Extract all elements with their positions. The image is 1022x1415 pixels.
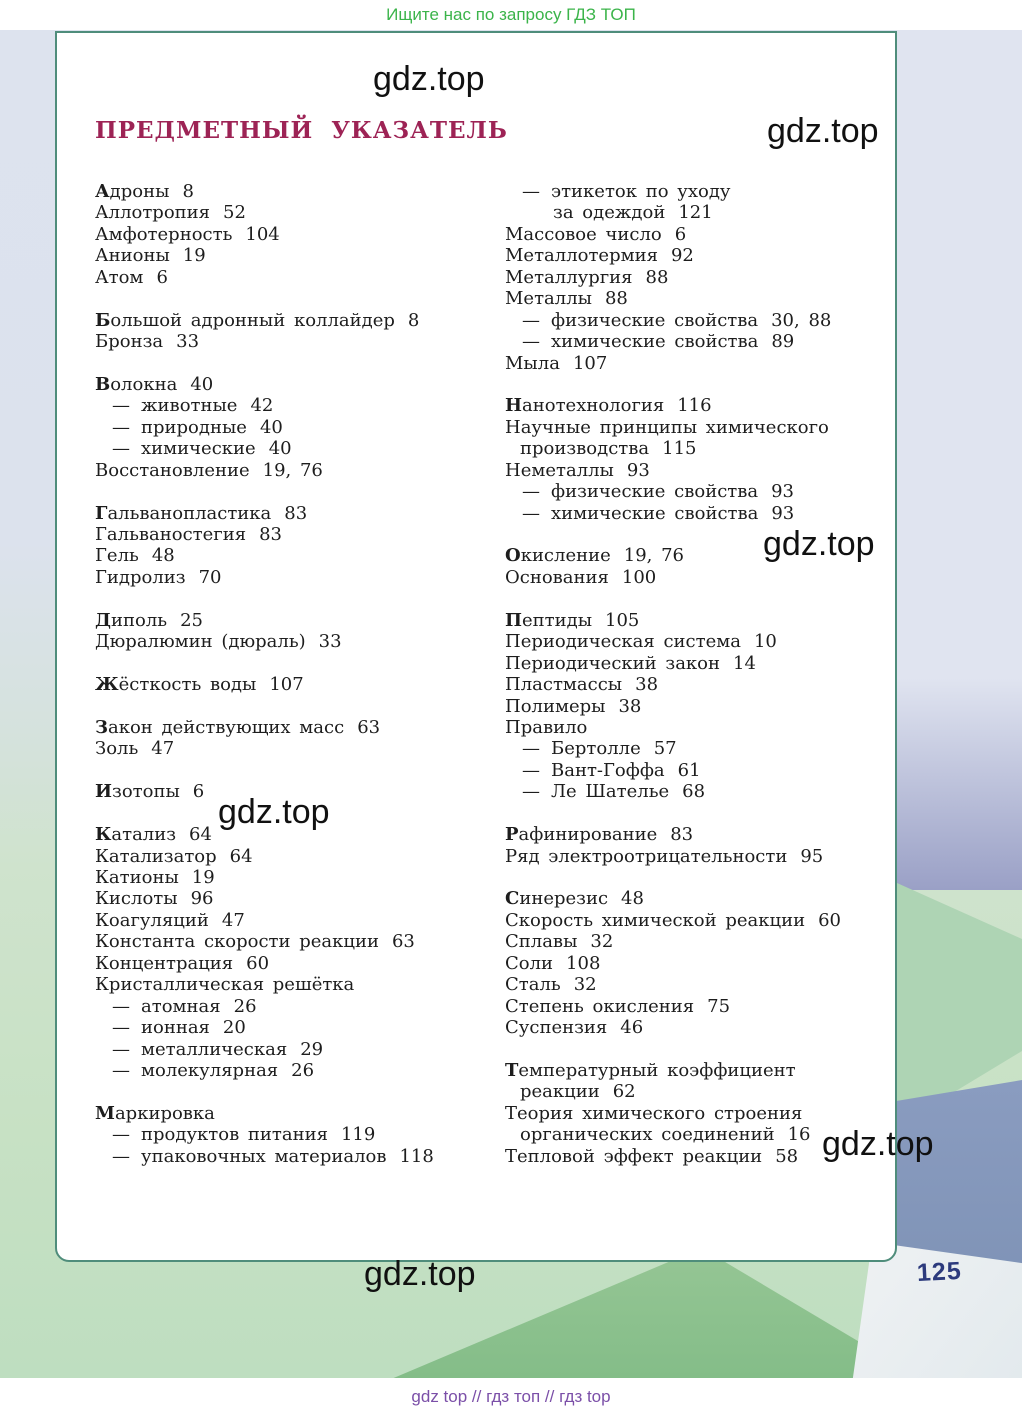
index-entry — [95, 545, 497, 566]
index-entry — [95, 374, 497, 395]
page-ref: 19 — [191, 867, 215, 888]
index-term: Мыла — [505, 352, 560, 374]
page-ref: 6 — [674, 223, 687, 245]
page-ref: 26 — [291, 1059, 315, 1081]
index-entry — [505, 631, 897, 652]
index-term: производства — [520, 438, 650, 460]
site-banner: Ищите нас по запросу ГДЗ ТОП — [0, 0, 1022, 30]
index-entry — [505, 910, 897, 931]
index-term: Концентрация — [95, 952, 234, 974]
index-entry — [505, 245, 897, 266]
page-ref: 83 — [284, 502, 308, 524]
index-term: Рафинирование — [505, 824, 658, 846]
index-term: Восстановление — [95, 459, 250, 481]
index-column-right — [505, 181, 897, 1167]
index-entry — [95, 1124, 497, 1145]
page-ref: 95 — [800, 845, 824, 867]
index-entry — [505, 653, 897, 674]
page-ref: 30, 88 — [771, 309, 832, 331]
index-term: молекулярная — [141, 1059, 279, 1081]
index-entry — [505, 760, 897, 781]
index-term: физические свойства — [551, 309, 759, 331]
index-entry — [95, 1103, 497, 1124]
page-ref: 105 — [605, 609, 640, 631]
index-entry — [95, 1146, 497, 1167]
page-ref: 100 — [621, 566, 657, 588]
page-ref: 121 — [678, 202, 713, 224]
index-entry — [505, 674, 897, 695]
index-term: Пластмассы — [505, 674, 623, 696]
page-ref: 93 — [771, 502, 795, 524]
page-ref: 115 — [662, 438, 697, 460]
index-entry — [95, 181, 497, 202]
page-ref: 104 — [245, 223, 280, 245]
index-entry — [505, 267, 897, 288]
index-term: химические свойства — [551, 502, 759, 524]
page-ref: 33 — [176, 331, 200, 353]
page-ref: 19, 76 — [262, 459, 323, 481]
page-ref: 83 — [259, 524, 282, 545]
page-ref: 108 — [566, 952, 601, 974]
watermark-text: gdz.top — [767, 112, 879, 150]
index-term: Золь — [95, 738, 139, 760]
page-ref: 68 — [682, 781, 706, 803]
index-entry — [505, 331, 897, 352]
index-entry — [95, 931, 497, 952]
sub-entry-dash: — — [112, 1124, 130, 1146]
index-term: Массовое число — [505, 223, 662, 245]
index-term: Большой адронный коллайдер — [95, 309, 395, 331]
index-term: Основания — [505, 566, 609, 588]
page-ref: 60 — [818, 909, 841, 931]
index-entry — [505, 996, 897, 1017]
index-term: Ле Шателье — [551, 781, 670, 803]
index-term: Научные принципы химического — [505, 416, 829, 438]
page-ref: 33 — [318, 631, 342, 653]
page-ref: 52 — [223, 202, 246, 224]
sub-entry-dash: — — [522, 309, 540, 331]
sub-entry-dash: — — [522, 759, 540, 781]
page-ref: 89 — [771, 331, 795, 353]
index-gap — [505, 1039, 897, 1060]
index-gap — [505, 803, 897, 824]
index-entry — [505, 460, 897, 481]
index-entry — [95, 224, 497, 245]
page-ref: 29 — [300, 1038, 324, 1060]
index-entry — [505, 224, 897, 245]
index-term: Адроны — [95, 181, 170, 202]
page-ref: 61 — [677, 759, 701, 781]
index-entry — [95, 567, 497, 588]
index-term: Синерезис — [505, 888, 609, 910]
index-gap — [95, 653, 497, 674]
right-strip-transition — [897, 678, 1022, 890]
index-term: Металлы — [505, 288, 592, 310]
page-ref: 47 — [151, 738, 175, 760]
page-ref: 116 — [677, 395, 712, 417]
index-entry — [95, 1017, 497, 1038]
index-entry — [505, 181, 897, 202]
page-ref: 8 — [407, 309, 420, 331]
index-term: Металлургия — [505, 266, 633, 288]
index-term: Скорость химической реакции — [505, 909, 806, 931]
index-term: Неметаллы — [505, 459, 614, 481]
sub-entry-dash: — — [112, 1017, 130, 1039]
page-ref: 57 — [653, 738, 677, 760]
index-term: Маркировка — [95, 1102, 215, 1124]
index-entry — [95, 460, 497, 481]
page-ref: 60 — [246, 952, 270, 974]
page-ref: 88 — [604, 288, 628, 310]
sub-entry-dash: — — [522, 181, 540, 202]
page-ref: 40 — [190, 373, 214, 395]
sub-entry-dash: — — [112, 395, 130, 417]
watermark-text: gdz.top — [218, 793, 330, 831]
index-term: Металлотермия — [505, 245, 658, 267]
index-entry — [95, 867, 497, 888]
page-ref: 10 — [753, 631, 777, 653]
index-term: Бертолле — [551, 738, 641, 760]
index-entry — [505, 503, 897, 524]
page-ref: 75 — [707, 995, 731, 1017]
index-term: химические свойства — [551, 331, 759, 353]
index-entry — [95, 888, 497, 909]
index-column-left — [95, 181, 497, 1167]
index-entry — [95, 438, 497, 459]
page-ref: 46 — [620, 1017, 644, 1039]
index-term: природные — [141, 416, 247, 438]
sub-entry-dash: — — [112, 1038, 130, 1060]
index-term: упаковочных материалов — [141, 1145, 387, 1167]
page-ref: 32 — [590, 931, 614, 953]
index-term: Температурный коэффициент — [505, 1059, 796, 1081]
index-term: Амфотерность — [95, 223, 233, 245]
page-title: ПРЕДМЕТНЫЙ УКАЗАТЕЛЬ — [95, 117, 508, 144]
index-term: Суспензия — [505, 1017, 608, 1039]
index-entry — [95, 331, 497, 352]
index-entry — [505, 953, 897, 974]
index-term: металлическая — [141, 1038, 288, 1060]
sub-entry-dash: — — [522, 502, 540, 524]
page-ref: 32 — [573, 974, 597, 996]
index-gap — [505, 588, 897, 609]
page-ref: 70 — [198, 566, 222, 588]
sub-entry-dash: — — [112, 995, 130, 1017]
page-ref: 107 — [269, 674, 304, 696]
index-term: Бронза — [95, 331, 164, 353]
index-entry — [95, 910, 497, 931]
page-ref: 47 — [221, 909, 245, 931]
page-ref: 96 — [190, 888, 214, 910]
index-entry — [505, 1081, 897, 1102]
page-ref: 16 — [787, 1124, 811, 1146]
index-term: Периодическая система — [505, 631, 741, 653]
index-gap — [95, 588, 497, 609]
page-ref: 93 — [626, 459, 650, 481]
index-entry — [505, 202, 897, 223]
index-term: Окисление — [505, 545, 611, 567]
index-term: химические — [141, 438, 256, 460]
index-entry — [505, 888, 897, 909]
index-term: животные — [141, 395, 238, 417]
index-entry — [95, 245, 497, 266]
page-ref: 38 — [618, 695, 642, 717]
index-term: Гидролиз — [95, 566, 186, 588]
index-entry — [95, 953, 497, 974]
watermark-text: gdz.top — [373, 60, 485, 98]
index-term: Диполь — [95, 609, 168, 631]
page-ref: 93 — [771, 481, 795, 503]
index-term: за одеждой — [553, 202, 666, 224]
sub-entry-dash: — — [522, 481, 540, 503]
index-entry — [505, 310, 897, 331]
sub-entry-dash: — — [112, 1059, 130, 1081]
site-footer: gdz top // гдз топ // гдз top — [0, 1378, 1022, 1415]
index-entry — [95, 610, 497, 631]
index-entry — [95, 631, 497, 652]
index-term: Кислоты — [95, 888, 178, 910]
page-ref: 20 — [222, 1017, 246, 1039]
index-term: Гель — [95, 545, 139, 567]
index-entry — [505, 931, 897, 952]
page-ref: 40 — [268, 438, 292, 460]
index-term: атомная — [141, 995, 221, 1017]
index-term: Теория химического строения — [505, 1102, 803, 1124]
index-term: Вант-Гоффа — [551, 759, 665, 781]
sub-entry-dash: — — [522, 331, 540, 353]
index-entry — [505, 846, 897, 867]
index-entry — [95, 996, 497, 1017]
index-entry — [95, 417, 497, 438]
index-term: Атом — [95, 266, 144, 288]
index-term: Правило — [505, 716, 588, 738]
index-gap — [95, 696, 497, 717]
page-ref: 107 — [572, 352, 608, 374]
index-entry — [95, 1039, 497, 1060]
index-entry — [95, 202, 497, 223]
index-term: Закон действующих масс — [95, 716, 345, 738]
page-ref: 6 — [156, 266, 168, 288]
index-term: Константа скорости реакции — [95, 931, 379, 953]
index-term: продуктов питания — [141, 1124, 328, 1146]
sub-entry-dash: — — [522, 738, 540, 760]
index-entry — [95, 974, 497, 995]
index-entry — [95, 1060, 497, 1081]
index-gap — [95, 481, 497, 502]
index-term: Гальванопластика — [95, 502, 272, 524]
index-gap — [505, 374, 897, 395]
index-term: Сплавы — [505, 931, 578, 953]
page-ref: 92 — [670, 245, 694, 267]
index-gap — [95, 1081, 497, 1102]
index-entry — [95, 503, 497, 524]
index-entry — [505, 1017, 897, 1038]
index-term: ионная — [141, 1017, 210, 1039]
index-entry — [505, 288, 897, 309]
index-term: Анионы — [95, 245, 170, 267]
index-term: Полимеры — [505, 695, 606, 717]
index-gap — [505, 867, 897, 888]
page-ref: 42 — [250, 395, 274, 417]
index-term: Нанотехнология — [505, 395, 665, 417]
index-gap — [95, 760, 497, 781]
index-term: органических соединений — [520, 1124, 775, 1146]
watermark-text: gdz.top — [763, 525, 875, 563]
index-gap — [95, 353, 497, 374]
index-gap — [95, 288, 497, 309]
index-entry — [505, 974, 897, 995]
page-ref: 64 — [229, 845, 253, 867]
page-ref: 64 — [189, 824, 212, 846]
page-ref: 63 — [391, 931, 415, 953]
page-ref: 19, 76 — [623, 545, 685, 567]
page-ref: 6 — [192, 781, 205, 803]
index-entry — [505, 417, 897, 438]
index-term: Тепловой эффект реакции — [505, 1145, 763, 1167]
page-ref: 119 — [340, 1124, 376, 1146]
page-ref: 58 — [775, 1145, 799, 1167]
index-entry — [95, 524, 497, 545]
index-entry — [505, 1103, 897, 1124]
index-term: Дюралюмин (дюраль) — [95, 631, 306, 653]
index-term: Катализ — [95, 824, 177, 846]
index-term: реакции — [520, 1081, 600, 1103]
index-term: Сталь — [505, 974, 561, 996]
page-ref: 118 — [399, 1145, 434, 1167]
index-entry — [505, 824, 897, 845]
index-entry — [505, 395, 897, 416]
page-ref: 19 — [182, 245, 206, 267]
page-ref: 25 — [180, 609, 203, 631]
sub-entry-dash: — — [112, 1145, 130, 1167]
index-term: Кристаллическая решётка — [95, 974, 355, 996]
page-ref: 38 — [635, 674, 659, 696]
page-ref: 26 — [233, 995, 257, 1017]
index-entry — [95, 310, 497, 331]
right-strip-top — [897, 30, 1022, 680]
page-number: 125 — [916, 1256, 963, 1288]
index-term: Ряд электроотрицательности — [505, 845, 788, 867]
index-entry — [505, 567, 897, 588]
index-term: Жёсткость воды — [95, 674, 257, 696]
index-term: Изотопы — [95, 781, 180, 803]
index-term: Волокна — [95, 373, 178, 395]
index-term: Катализатор — [95, 845, 217, 867]
index-entry — [505, 717, 897, 738]
page-ref: 48 — [621, 888, 644, 910]
index-entry — [95, 267, 497, 288]
index-entry — [95, 846, 497, 867]
index-entry — [95, 717, 497, 738]
index-entry — [505, 781, 897, 802]
book-page — [55, 31, 897, 1262]
sub-entry-dash: — — [112, 416, 130, 438]
page-ref: 83 — [670, 824, 694, 846]
page-ref: 8 — [182, 181, 194, 202]
index-term: Периодический закон — [505, 652, 721, 674]
index-term: Катионы — [95, 867, 179, 888]
page-ref: 14 — [733, 652, 756, 674]
index-term: Гальваностегия — [95, 524, 247, 545]
page-ref: 40 — [259, 416, 283, 438]
index-term: Степень окисления — [505, 995, 695, 1017]
index-term: Коагуляций — [95, 909, 209, 931]
index-entry — [95, 674, 497, 695]
index-term: физические свойства — [551, 481, 759, 503]
watermark-text: gdz.top — [364, 1255, 476, 1293]
sub-entry-dash: — — [522, 781, 540, 803]
index-entry — [505, 738, 897, 759]
index-entry — [505, 1060, 897, 1081]
index-entry — [505, 610, 897, 631]
page-ref: 48 — [151, 545, 175, 567]
index-entry — [505, 438, 897, 459]
index-term: Пептиды — [505, 609, 593, 631]
page-ref: 63 — [357, 716, 381, 738]
index-term: Соли — [505, 952, 554, 974]
page-ref: 88 — [645, 266, 669, 288]
index-entry — [505, 696, 897, 717]
index-entry — [95, 738, 497, 759]
index-term: этикеток по уходу — [551, 181, 731, 202]
watermark-text: gdz.top — [822, 1125, 934, 1163]
index-entry — [505, 353, 897, 374]
index-term: Аллотропия — [95, 202, 211, 224]
page-ref: 62 — [612, 1081, 636, 1103]
index-entry — [505, 481, 897, 502]
index-entry — [95, 395, 497, 416]
sub-entry-dash: — — [112, 438, 130, 460]
